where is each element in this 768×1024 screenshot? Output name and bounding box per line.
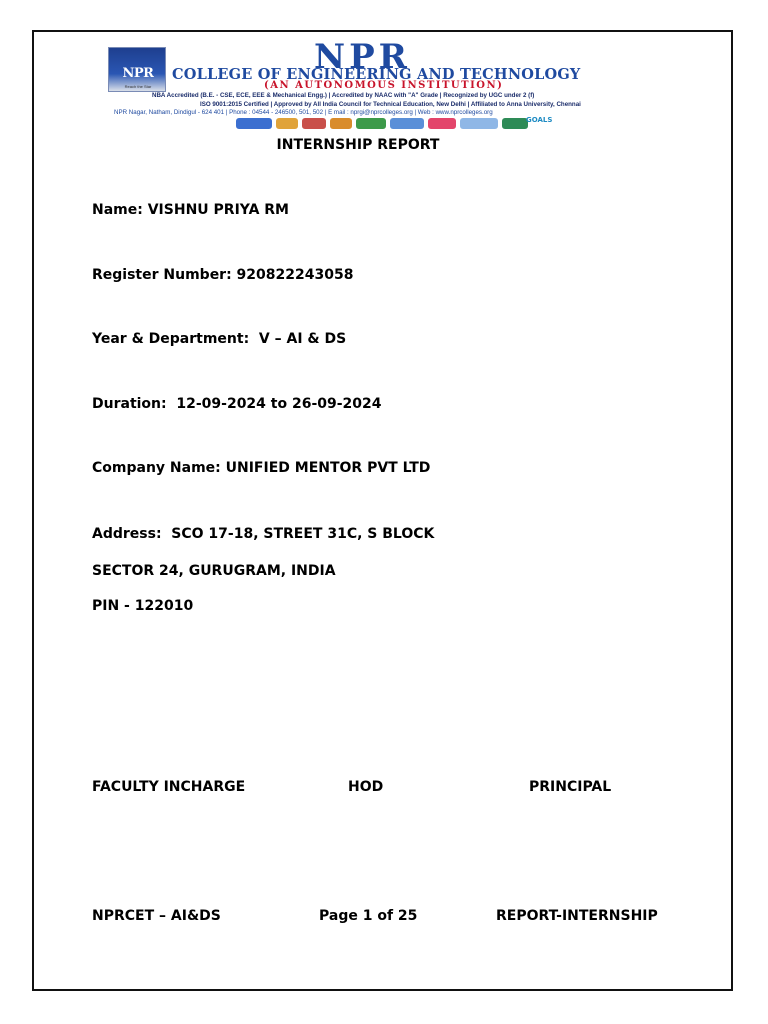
college-name: COLLEGE OF ENGINEERING AND TECHNOLOGY bbox=[172, 66, 581, 83]
college-letterhead bbox=[108, 37, 664, 134]
college-logo bbox=[108, 47, 166, 92]
logo-text: NPR bbox=[122, 66, 154, 81]
accreditation-line: NBA Accredited (B.E. - CSE, ECE, EEE & Mechanical Engg.) | Accredited by NAAC with "A" Grade | Recognized by UGC under 2 (f) bbox=[152, 92, 535, 99]
student-name: Name: VISHNU PRIYA RM bbox=[92, 202, 289, 218]
partner-logo bbox=[390, 118, 424, 129]
partner-logo bbox=[302, 118, 326, 129]
internship-duration: Duration: 12-09-2024 to 26-09-2024 bbox=[92, 396, 382, 412]
partner-logo bbox=[428, 118, 456, 129]
approval-line: ISO 9001:2015 Certified | Approved by All India Council for Technical Education, New Delhi | Affiliated to Anna University, Chennai bbox=[200, 101, 581, 108]
footer-document-label: REPORT-INTERNSHIP bbox=[496, 908, 658, 924]
company-name: Company Name: UNIFIED MENTOR PVT LTD bbox=[92, 460, 431, 476]
signature-faculty-incharge: FACULTY INCHARGE bbox=[92, 779, 246, 795]
partner-logo bbox=[236, 118, 272, 129]
sdg-goals-label: GOALS bbox=[526, 116, 553, 124]
partner-logo bbox=[356, 118, 386, 129]
partner-logo bbox=[460, 118, 498, 129]
footer-department: NPRCET – AI&DS bbox=[92, 908, 221, 924]
report-title: INTERNSHIP REPORT bbox=[276, 137, 440, 153]
register-number: Register Number: 920822243058 bbox=[92, 267, 354, 283]
partner-logo bbox=[330, 118, 352, 129]
partner-logo bbox=[276, 118, 298, 129]
company-address-line1: Address: SCO 17-18, STREET 31C, S BLOCK bbox=[92, 526, 435, 542]
college-acronym: NPR bbox=[314, 37, 411, 77]
page-border bbox=[32, 30, 733, 991]
college-address-line: NPR Nagar, Natham, Dindigul - 624 401 | Phone : 04544 - 246500, 501, 502 | E mail : nprgi@nprcolleges.org | Web : www.nprcolleges.org bbox=[114, 109, 493, 116]
partner-logo bbox=[502, 118, 528, 129]
signature-hod: HOD bbox=[348, 779, 384, 795]
institution-status: (AN AUTONOMOUS INSTITUTION) bbox=[264, 80, 504, 91]
year-department: Year & Department: V – AI & DS bbox=[92, 331, 347, 347]
signature-principal: PRINCIPAL bbox=[529, 779, 612, 795]
partner-logos-strip bbox=[236, 117, 576, 130]
company-address-line2: SECTOR 24, GURUGRAM, INDIA bbox=[92, 563, 336, 579]
footer-page-number: Page 1 of 25 bbox=[319, 908, 418, 924]
logo-tagline: Reach the Star bbox=[124, 84, 152, 89]
company-pin: PIN - 122010 bbox=[92, 598, 194, 614]
